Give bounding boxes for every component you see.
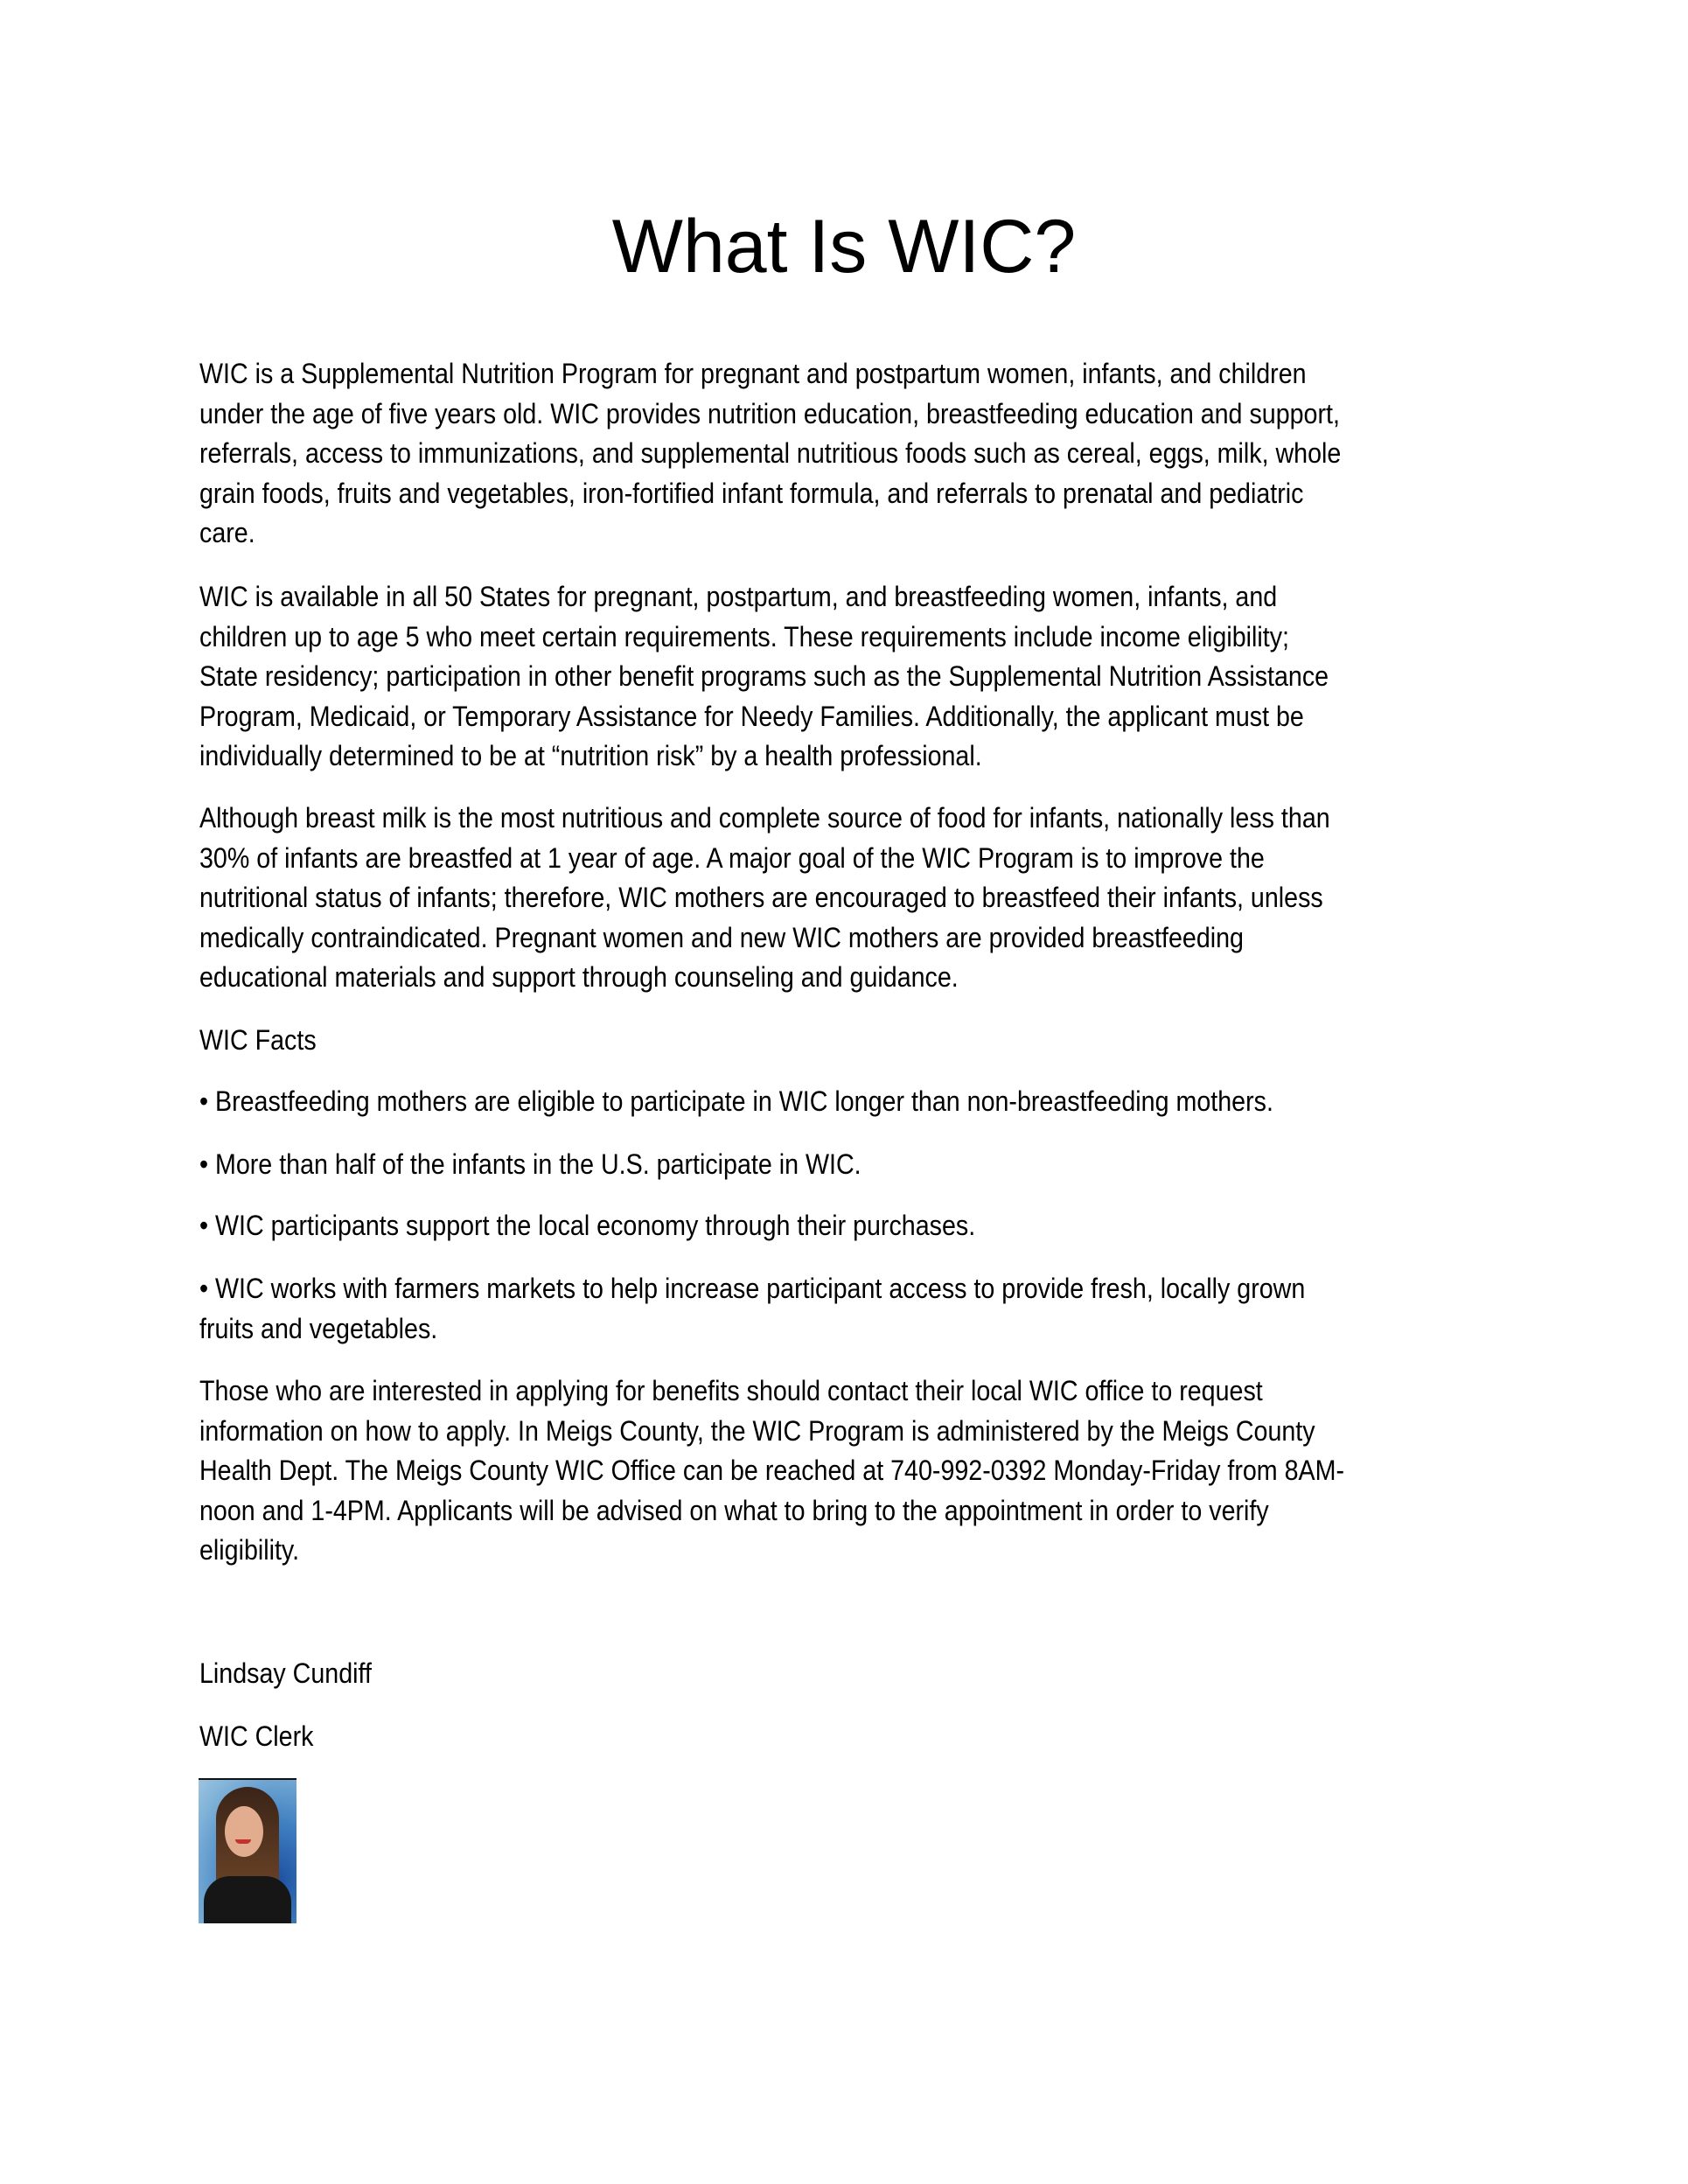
text-line: care. <box>199 517 255 549</box>
text-line: WIC is a Supplemental Nutrition Program for pregnant and postpartum women, infants, and children <box>199 358 1307 389</box>
text-line: Health Dept. The Meigs County WIC Office can be reached at 740-992-0392 Monday-Friday from 8AM- <box>199 1455 1345 1487</box>
fact-item <box>199 1082 1511 1122</box>
text-line: Those who are interested in applying for benefits should contact their local WIC office to request <box>199 1375 1263 1406</box>
text-line: • WIC participants support the local economy through their purchases. <box>199 1210 976 1241</box>
text-line: information on how to apply. In Meigs County, the WIC Program is administered by the Meigs County <box>199 1414 1315 1447</box>
text-line: nutritional status of infants; therefore, WIC mothers are encouraged to breastfeed their infants, unless <box>199 882 1323 914</box>
text-line: grain foods, fruits and vegetables, iron-fortified infant formula, and referrals to prenatal and pediatric <box>199 477 1304 509</box>
text-line: Although breast milk is the most nutritious and complete source of food for infants, nationally less than <box>199 802 1330 834</box>
paragraph-eligibility <box>199 577 1511 777</box>
text-line: medically contraindicated. Pregnant women and new WIC mothers are provided breastfeeding <box>199 921 1244 953</box>
paragraph-breastfeeding <box>199 799 1511 998</box>
text-line: eligibility. <box>199 1534 300 1566</box>
fact-item <box>199 1269 1511 1349</box>
signature-role <box>199 1717 1511 1757</box>
staff-photo <box>199 1778 296 1923</box>
text-line: fruits and vegetables. <box>199 1312 438 1344</box>
text-line: Program, Medicaid, or Temporary Assistance for Needy Families. Additionally, the applicant must be <box>199 700 1304 732</box>
text-line: children up to age 5 who meet certain requirements. These requirements include income eligibility; <box>199 620 1289 652</box>
fact-item <box>199 1145 1511 1185</box>
text-line: • Breastfeeding mothers are eligible to participate in WIC longer than non-breastfeeding mothers. <box>199 1085 1273 1117</box>
text-line: noon and 1-4PM. Applicants will be advised on what to bring to the appointment in order to verify <box>199 1494 1269 1526</box>
text-line: 30% of infants are breastfed at 1 year of age. A major goal of the WIC Program is to improve the <box>199 841 1265 874</box>
text-line: under the age of five years old. WIC provides nutrition education, breastfeeding education and support, <box>199 397 1340 429</box>
text-line: • WIC works with farmers markets to help increase participant access to provide fresh, locally grown <box>199 1273 1306 1304</box>
text-line: State residency; participation in other benefit programs such as the Supplemental Nutrition Assistance <box>199 660 1329 693</box>
fact-item <box>199 1206 1511 1246</box>
facts-heading-text: WIC Facts <box>199 1024 317 1056</box>
text-line: individually determined to be at “nutrition risk” by a health professional. <box>199 740 982 772</box>
signature-role-text: WIC Clerk <box>199 1720 314 1752</box>
paragraph-closing <box>199 1371 1511 1571</box>
paragraph-intro <box>199 354 1511 554</box>
signature-name-text: Lindsay Cundiff <box>199 1657 372 1689</box>
facts-heading <box>199 1021 1511 1061</box>
text-line: • More than half of the infants in the U.S. participate in WIC. <box>199 1148 861 1180</box>
text-line: educational materials and support through counseling and guidance. <box>199 961 959 994</box>
text-line: referrals, access to immunizations, and supplemental nutritious foods such as cereal, eggs, milk, whole <box>199 437 1342 470</box>
page-title: What Is WIC? <box>611 205 1077 289</box>
signature-name <box>199 1654 1511 1694</box>
text-line: WIC is available in all 50 States for pregnant, postpartum, and breastfeeding women, infants, and <box>199 581 1278 612</box>
